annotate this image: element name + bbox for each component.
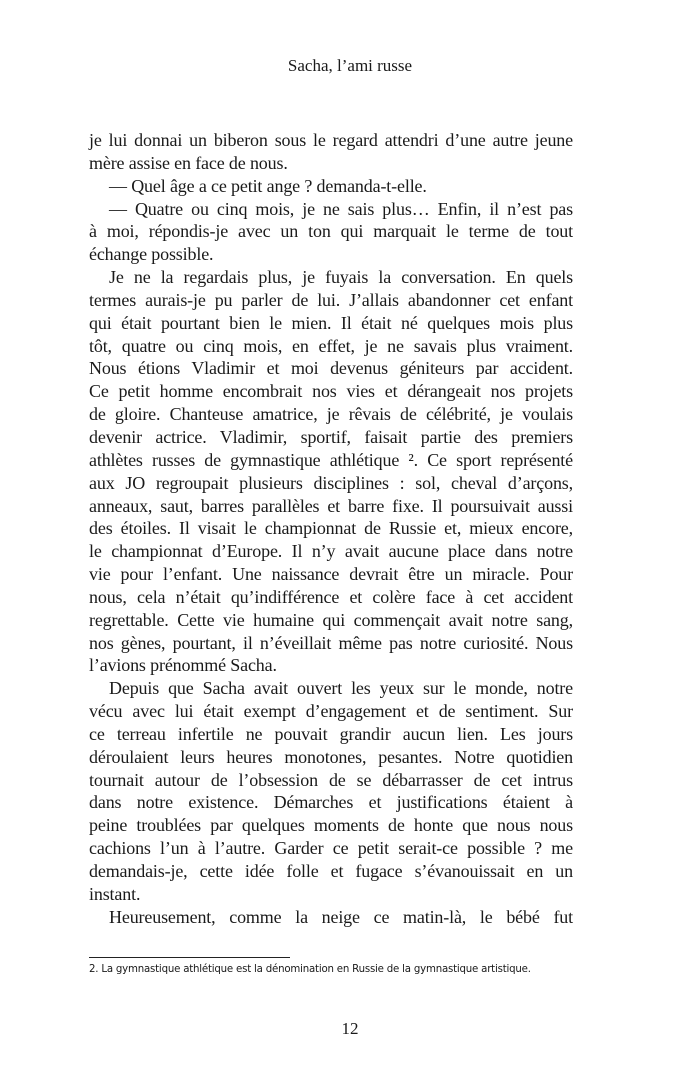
- text-line: à moi, répondis-je avec un ton qui marquait le terme de tout: [89, 221, 573, 242]
- text-line: Depuis que Sacha avait ouvert les yeux sur le monde, notre: [109, 678, 573, 699]
- text-line: tôt, quatre ou cinq mois, en effet, je ne savais plus vraiment.: [89, 335, 573, 356]
- text-line: le championnat d’Europe. Il n’y avait aucune place dans notre: [89, 541, 573, 562]
- text-line: dans notre existence. Démarches et justifications étaient à: [89, 792, 573, 813]
- text-line: Nous étions Vladimir et moi devenus géniteurs par accident.: [89, 358, 573, 379]
- page-number: 12: [341, 1019, 359, 1038]
- text-line: aux JO regroupait plusieurs disciplines : sol, cheval d’arçons,: [89, 472, 573, 493]
- text-line: tournait autour de l’obsession de se débarrasser de cet intrus: [89, 769, 573, 790]
- text-line: échange possible.: [89, 244, 214, 265]
- paragraph: [89, 677, 573, 905]
- text-line: nous, cela n’était qu’indifférence et colère face à cet accident: [89, 586, 573, 607]
- text-line: athlètes russes de gymnastique athlétique ². Ce sport représenté: [89, 449, 573, 470]
- text-line: termes aurais-je pu parler de lui. J’allais abandonner cet enfant: [89, 289, 573, 310]
- text-line: Ce petit homme encombrait nos vies et dérangeait nos projets: [89, 381, 573, 402]
- text-line: mère assise en face de nous.: [89, 152, 288, 173]
- text-line: devenir actrice. Vladimir, sportif, faisait partie des premiers: [89, 426, 573, 447]
- text-line: qui était pourtant bien le mien. Il était né quelques mois plus: [89, 312, 573, 333]
- paragraph: [89, 175, 573, 198]
- text-line: cachions l’un à l’autre. Garder ce petit serait-ce possible ? me: [89, 838, 573, 859]
- text-line: Heureusement, comme la neige ce matin-là, le bébé fut: [109, 906, 573, 927]
- text-line: vécu avec lui était exempt d’engagement et de sentiment. Sur: [89, 701, 573, 722]
- text-line: demandais-je, cette idée folle et fugace s’évanouissait en un: [89, 861, 573, 881]
- text-line: déroulaient leurs heures monotones, pesantes. Notre quotidien: [89, 746, 573, 767]
- paragraph: [89, 266, 573, 677]
- text-line: — Quel âge a ce petit ange ? demanda-t-elle.: [109, 175, 427, 196]
- text-line: l’avions prénommé Sacha.: [89, 655, 277, 676]
- footnote-separator-rule: [89, 957, 290, 958]
- paragraph: [89, 906, 573, 929]
- text-line: — Quatre ou cinq mois, je ne sais plus… Enfin, il n’est pas: [109, 198, 573, 219]
- body-text: [89, 129, 573, 929]
- footnote: 2. La gymnastique athlétique est la dénomination en Russie de la gymnastique artistique.: [89, 964, 531, 975]
- text-line: je lui donnai un biberon sous le regard attendri d’une autre jeune: [89, 130, 573, 150]
- text-line: anneaux, saut, barres parallèles et barre fixe. Il poursuivait aussi: [89, 495, 573, 516]
- text-line: vie pour l’enfant. Une naissance devrait être un miracle. Pour: [89, 564, 573, 585]
- text-line: regrettable. Cette vie humaine qui commençait avait notre sang,: [89, 609, 573, 630]
- text-line: des étoiles. Il visait le championnat de Russie et, mieux encore,: [89, 518, 573, 539]
- text-line: de gloire. Chanteuse amatrice, je rêvais de célébrité, je voulais: [89, 404, 573, 425]
- text-line: instant.: [89, 883, 141, 904]
- paragraph: [89, 198, 573, 267]
- text-line: Je ne la regardais plus, je fuyais la conversation. En quels: [109, 267, 573, 288]
- paragraph: [89, 129, 573, 175]
- text-line: peine troublées par quelques moments de honte que nous nous: [89, 815, 573, 836]
- text-line: ce terreau infertile ne pouvait grandir aucun lien. Les jours: [89, 723, 573, 744]
- text-line: nos gènes, pourtant, il n’éveillait même pas notre curiosité. Nous: [89, 632, 573, 653]
- running-head-title: Sacha, l’ami russe: [287, 56, 413, 75]
